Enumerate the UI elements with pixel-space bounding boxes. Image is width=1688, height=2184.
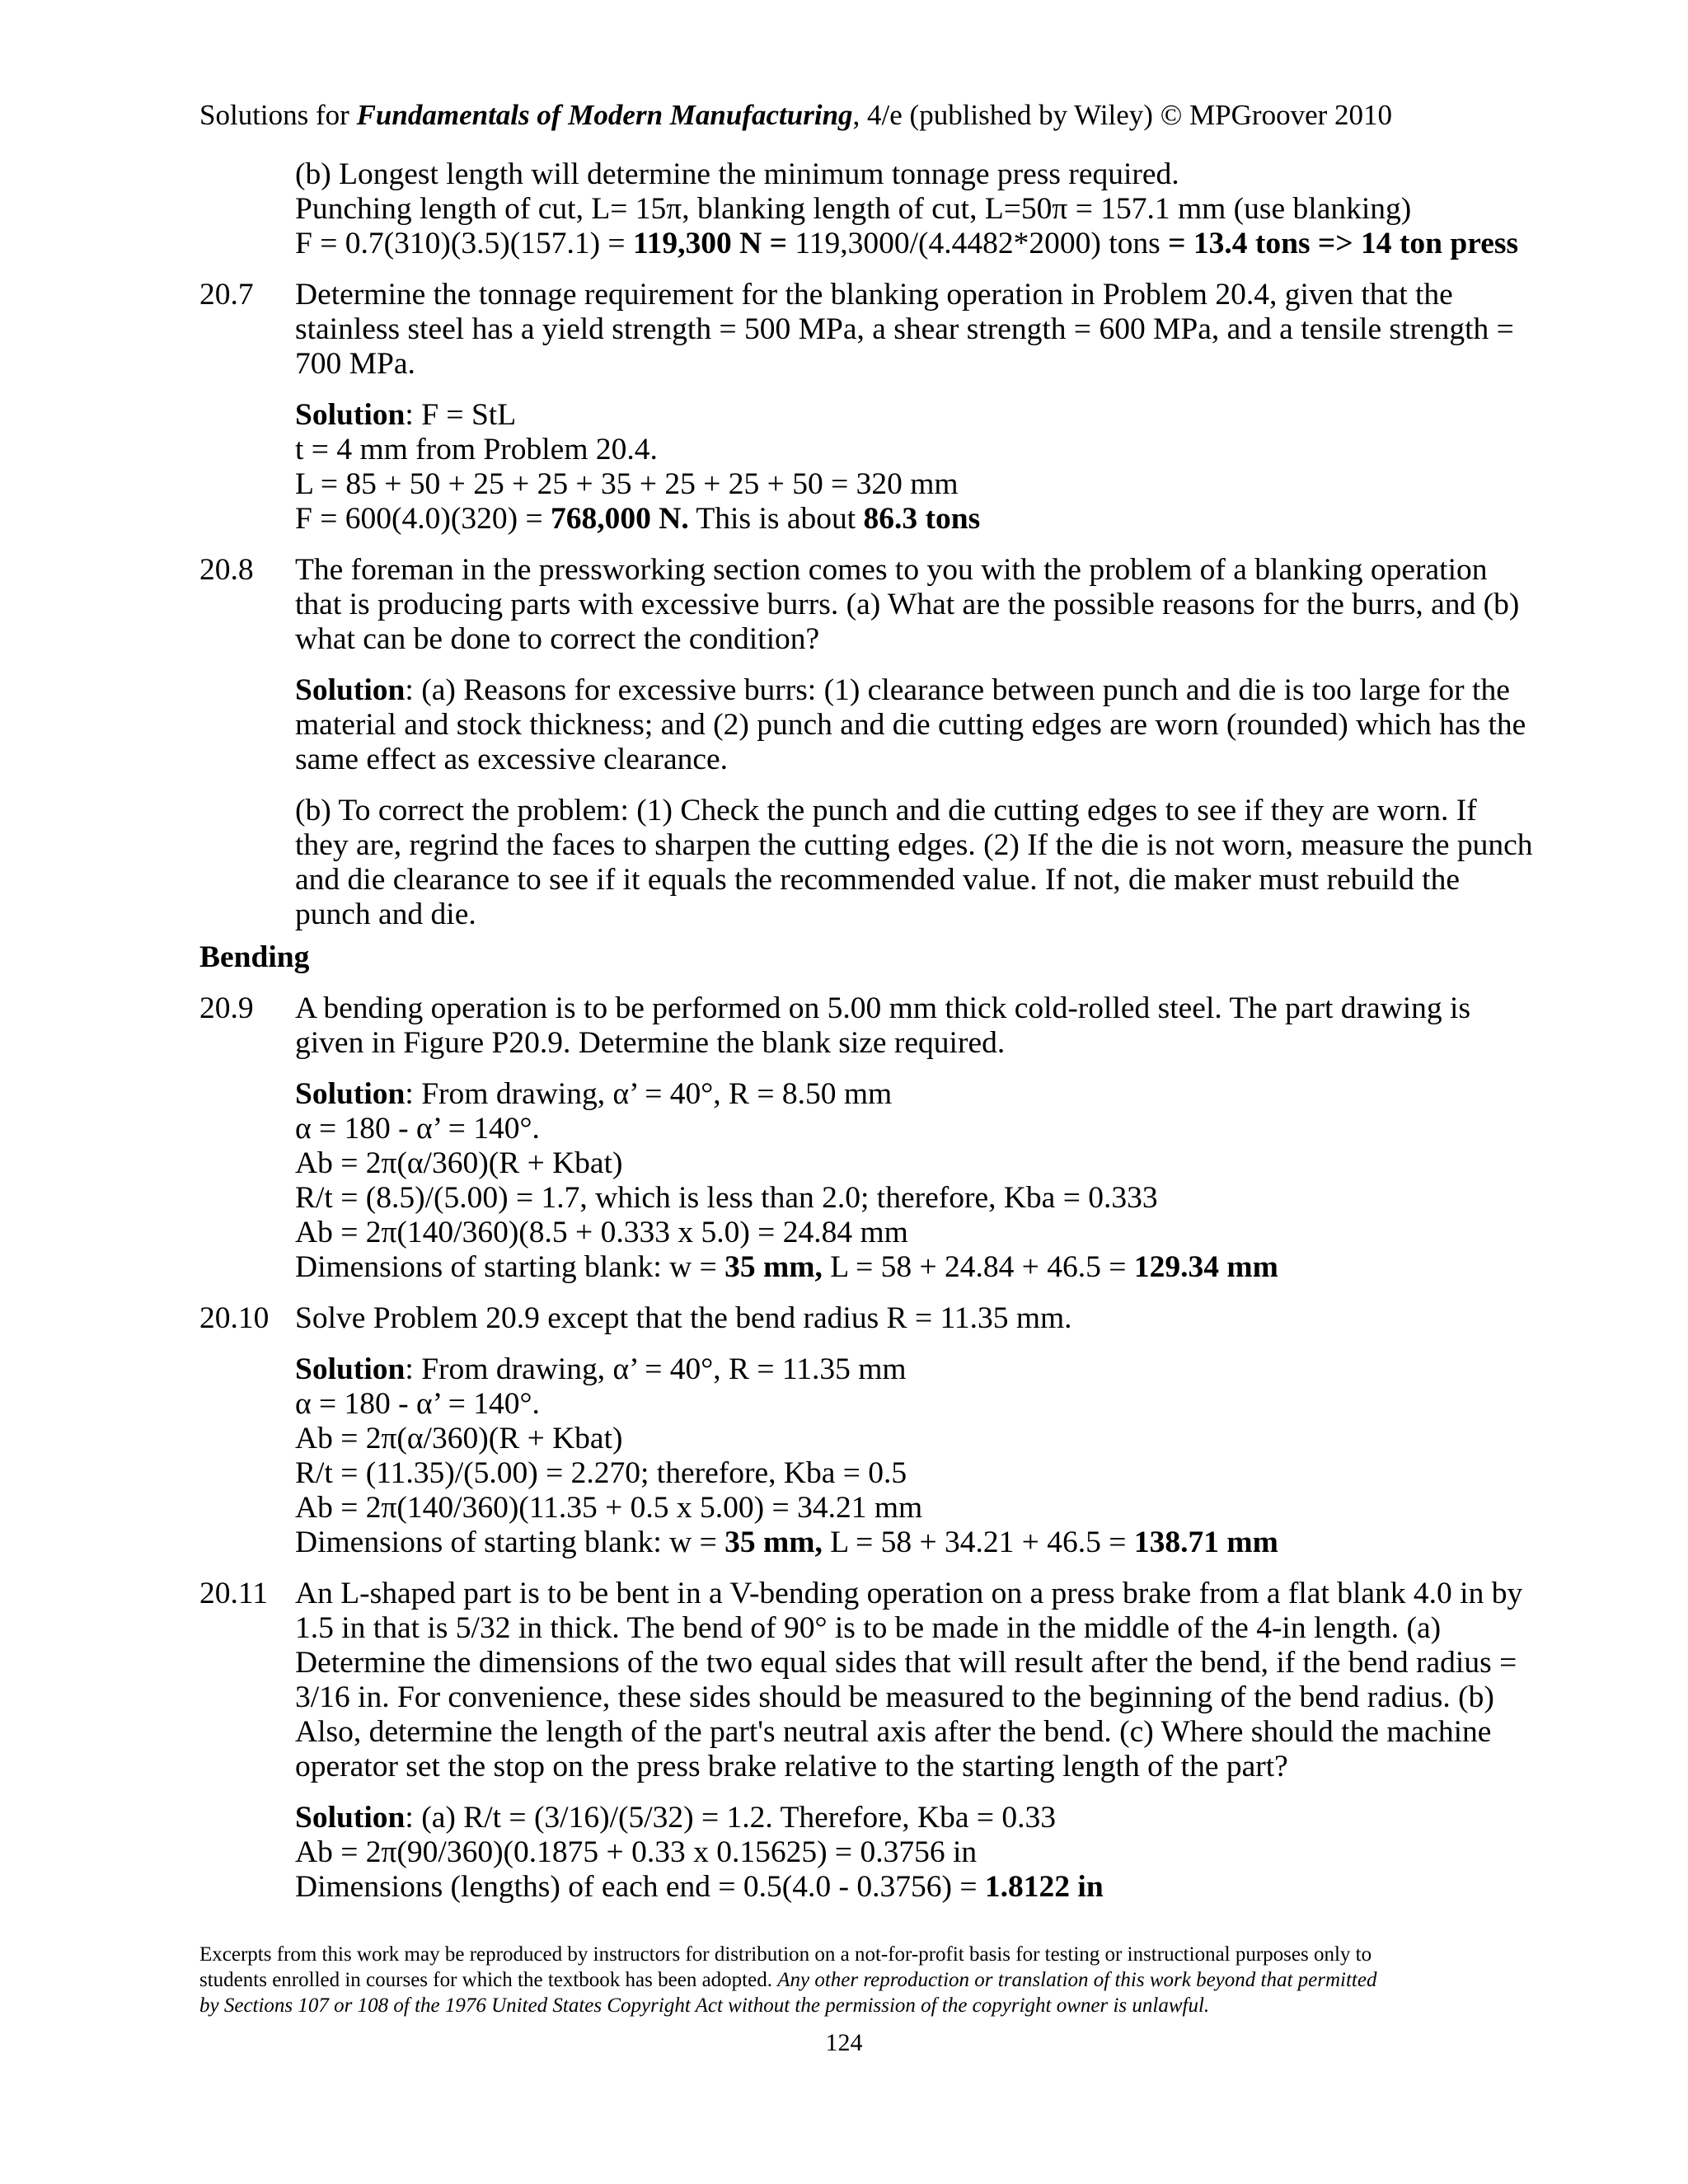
- solution-line: [295, 1525, 1278, 1561]
- solution-line: [295, 1249, 1278, 1286]
- question-line: Determine the tonnage requirement for the blanking operation in Problem 20.4, given that the: [295, 278, 1453, 312]
- question-line: An L-shaped part is to be bent in a V-bending operation on a press brake from a flat blank 4.0 in by: [295, 1577, 1523, 1610]
- bold-result: 129.34 mm: [1133, 1250, 1278, 1284]
- bold-result: 138.71 mm: [1133, 1526, 1278, 1559]
- copyright-footer-line: [199, 1993, 1209, 2018]
- solution-text: : F = StL: [405, 398, 517, 432]
- solution-line: same effect as excessive clearance.: [295, 743, 729, 776]
- copyright-footer-line: [199, 1967, 1376, 1993]
- question-line: that is producing parts with excessive burrs. (a) What are the possible reasons for the burrs, and (b): [295, 588, 1520, 621]
- question-line: Solve Problem 20.9 except that the bend radius R = 11.35 mm.: [295, 1301, 1072, 1335]
- bold-result: 35 mm,: [724, 1250, 823, 1284]
- bold-result: 86.3 tons: [863, 502, 981, 536]
- bold-result: 1.8122 in: [984, 1870, 1104, 1904]
- solution-text: : (a) Reasons for excessive burrs: (1) clearance between punch and die is too large for the: [405, 673, 1510, 707]
- header-suffix: , 4/e (published by Wiley) © MPGroover 2010: [852, 99, 1393, 131]
- solution-line: Ab = 2π(90/360)(0.1875 + 0.33 x 0.15625) = 0.3756 in: [295, 1835, 978, 1869]
- text-line: (b) Longest length will determine the minimum tonnage press required.: [295, 157, 1179, 191]
- solution-line: [295, 1076, 892, 1113]
- problem-number: 20.8: [199, 553, 254, 587]
- formula: This is about: [688, 502, 864, 536]
- footer-text: students enrolled in courses for which the textbook has been adopted.: [199, 1969, 778, 1991]
- solution-line: [295, 1800, 1056, 1836]
- solution-label: Solution: [295, 673, 406, 707]
- solution-line: Ab = 2π(140/360)(8.5 + 0.333 x 5.0) = 24.84 mm: [295, 1216, 908, 1249]
- solution-label: Solution: [295, 1801, 406, 1835]
- solution-line: [295, 673, 1510, 709]
- question-line: The foreman in the pressworking section comes to you with the problem of a blanking operation: [295, 553, 1488, 587]
- solution-line: R/t = (8.5)/(5.00) = 1.7, which is less than 2.0; therefore, Kba = 0.333: [295, 1181, 1158, 1215]
- solution-label: Solution: [295, 1352, 406, 1386]
- running-header: [199, 97, 1392, 134]
- solution-label: Solution: [295, 1077, 406, 1111]
- problem-number: 20.10: [199, 1301, 270, 1335]
- solution-line: and die clearance to see if it equals the recommended value. If not, die maker must rebuild the: [295, 863, 1460, 897]
- question-line: operator set the stop on the press brake relative to the starting length of the part?: [295, 1750, 1288, 1783]
- solution-line: [295, 1869, 1104, 1905]
- formula: F = 0.7(310)(3.5)(157.1) =: [295, 227, 633, 260]
- question-line: given in Figure P20.9. Determine the blank size required.: [295, 1026, 1006, 1060]
- formula: L = 58 + 24.84 + 46.5 =: [822, 1250, 1134, 1284]
- solution-line: [295, 1352, 907, 1388]
- solution-line: Ab = 2π(α/360)(R + Kbat): [295, 1422, 623, 1455]
- bold-result: 768,000 N.: [550, 502, 689, 536]
- solution-line: they are, regrind the faces to sharpen the cutting edges. (2) If the die is not worn, measure the punch: [295, 828, 1533, 862]
- text-line: [295, 226, 1518, 262]
- footer-italic-text: by Sections 107 or 108 of the 1976 United States Copyright Act without the permission of the copyright owner is unlawful.: [199, 1994, 1210, 2017]
- question-line: A bending operation is to be performed on 5.00 mm thick cold-rolled steel. The part drawing is: [295, 991, 1471, 1025]
- solution-line: Ab = 2π(α/360)(R + Kbat): [295, 1146, 623, 1180]
- solution-line: α = 180 - α’ = 140°.: [295, 1112, 540, 1146]
- solution-text: : From drawing, α’ = 40°, R = 8.50 mm: [405, 1077, 893, 1111]
- footer-italic-text: Any other reproduction or translation of this work beyond that permitted: [777, 1969, 1377, 1991]
- solution-line: L = 85 + 50 + 25 + 25 + 35 + 25 + 25 + 50 = 320 mm: [295, 467, 959, 501]
- section-heading: Bending: [199, 940, 310, 974]
- solution-line: t = 4 mm from Problem 20.4.: [295, 433, 658, 466]
- formula: F = 600(4.0)(320) =: [295, 502, 551, 536]
- solution-text: : From drawing, α’ = 40°, R = 11.35 mm: [405, 1352, 907, 1386]
- formula: Dimensions of starting blank: w =: [295, 1250, 725, 1284]
- header-prefix: Solutions for: [199, 99, 357, 131]
- question-line: 3/16 in. For convenience, these sides should be measured to the beginning of the bend radius. (b): [295, 1680, 1494, 1714]
- bold-result: 35 mm,: [724, 1526, 823, 1559]
- question-line: what can be done to correct the condition?: [295, 622, 820, 656]
- bold-result: = 13.4 tons => 14 ton press: [1168, 227, 1519, 260]
- question-line: Also, determine the length of the part's neutral axis after the bend. (c) Where should the machine: [295, 1715, 1492, 1749]
- solution-line: punch and die.: [295, 898, 476, 931]
- problem-number: 20.7: [199, 278, 254, 312]
- page-number: 124: [825, 2029, 863, 2056]
- question-line: 700 MPa.: [295, 347, 415, 381]
- book-title: Fundamentals of Modern Manufacturing: [356, 99, 853, 131]
- solution-line: material and stock thickness; and (2) punch and die cutting edges are worn (rounded) which has the: [295, 708, 1526, 742]
- problem-number: 20.9: [199, 991, 254, 1025]
- question-line: stainless steel has a yield strength = 500 MPa, a shear strength = 600 MPa, and a tensile strength =: [295, 312, 1514, 346]
- solution-label: Solution: [295, 398, 406, 432]
- solution-line: (b) To correct the problem: (1) Check the punch and die cutting edges to see if they are worn. If: [295, 794, 1477, 827]
- formula: Dimensions (lengths) of each end = 0.5(4.0 - 0.3756) =: [295, 1870, 985, 1904]
- problem-number: 20.11: [199, 1577, 268, 1610]
- formula: 119,3000/(4.4482*2000) tons: [786, 227, 1169, 260]
- formula: Dimensions of starting blank: w =: [295, 1526, 725, 1559]
- question-line: Determine the dimensions of the two equal sides that will result after the bend, if the bend radius =: [295, 1646, 1517, 1680]
- formula: L = 58 + 34.21 + 46.5 =: [822, 1526, 1134, 1559]
- solution-line: R/t = (11.35)/(5.00) = 2.270; therefore, Kba = 0.5: [295, 1456, 907, 1490]
- solution-line: [295, 501, 980, 537]
- solution-line: [295, 397, 516, 434]
- bold-result: 119,300 N =: [632, 227, 787, 260]
- copyright-footer-line: Excerpts from this work may be reproduced by instructors for distribution on a not-for-profit basis for testing or instructional purposes only to: [199, 1943, 1372, 1966]
- text-line: Punching length of cut, L= 15π, blanking length of cut, L=50π = 157.1 mm (use blanking): [295, 192, 1412, 226]
- question-line: 1.5 in that is 5/32 in thick. The bend of 90° is to be made in the middle of the 4-in length. (a): [295, 1611, 1442, 1645]
- solution-line: Ab = 2π(140/360)(11.35 + 0.5 x 5.00) = 34.21 mm: [295, 1491, 923, 1525]
- solution-text: : (a) R/t = (3/16)/(5/32) = 1.2. Therefore, Kba = 0.33: [405, 1801, 1057, 1835]
- solution-line: α = 180 - α’ = 140°.: [295, 1387, 540, 1421]
